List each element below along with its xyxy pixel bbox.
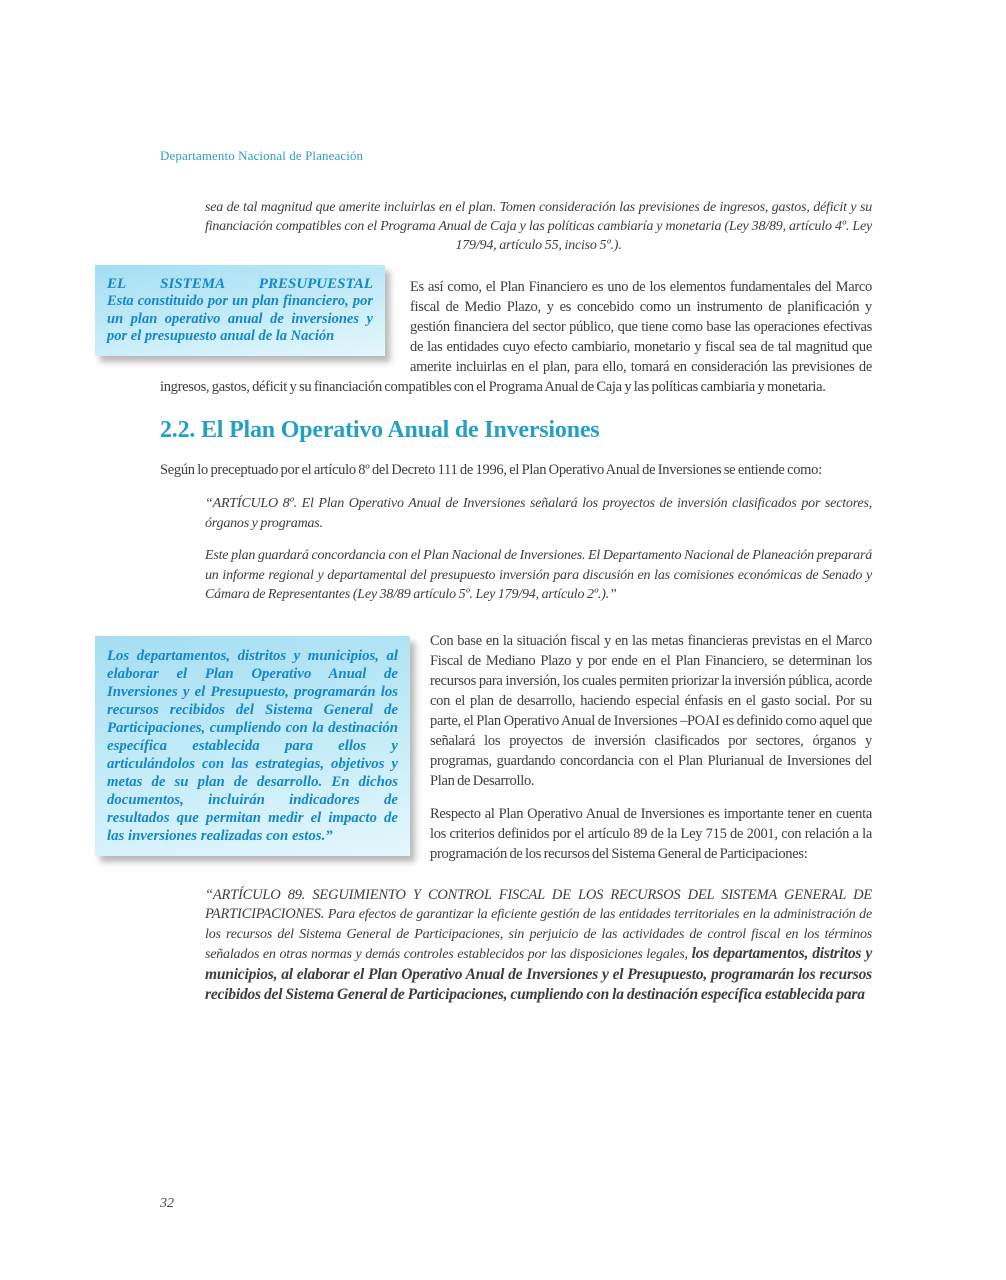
page-content <box>107 148 872 1006</box>
page-number: 32 <box>160 1196 174 1211</box>
plan-financiero-paragraph: Es así como, el Plan Financiero es uno de los elementos fundamentales del Marco fiscal de Medio Plazo, y es concebido como un instrumento de planificación y gestión financiera del sector público, que tiene como base las operaciones efectivas de las entidades cuyo efecto cambiario, monetario y fiscal sea de tal magnitud que amerite incluirlas en el plan, para ello, tomará en consideración las previsiones de ingresos, gastos, déficit y su financiación compatibles con el Programa Anual de Caja y las políticas cambiaria y monetaria. <box>160 279 872 395</box>
articulo89-paragraph <box>205 886 872 1006</box>
section-heading: 2.2. El Plan Operativo Anual de Inversiones <box>160 417 600 443</box>
con-base-paragraph: Con base en la situación fiscal y en las metas financieras previstas en el Marco Fiscal de Mediano Plazo y por ende en el Plan Financiero, se determinan los recursos para inversión, los cuales permiten priorizar la inversión pública, acorde con el plan de desarrollo, haciendo especial énfasis en el gasto social. Por su parte, el Plan Operativo Anual de Inversiones –POAI es definido como aquel que señalará los proyectos de inversión clasificados por sectores, órganos y programas, guardando concordancia con el Plan Plurianual de Inversiones del Plan de Desarrollo. <box>430 632 872 789</box>
articulo8-paragraph-2: Este plan guardará concordancia con el Plan Nacional de Inversiones. El Departamento Nacional de Planeación preparará un informe regional y departamental del presupuesto inversión para discusión en las comisiones económicas de Senado y Cámara de Representantes (Ley 38/89 artículo 5º. Ley 179/94, artículo 2º.).” <box>205 548 872 602</box>
document-header: Departamento Nacional de Planeación <box>160 148 364 163</box>
info-box-title: EL SISTEMA PRESUPUESTAL <box>107 276 373 292</box>
poai-section <box>107 631 872 870</box>
info-box-body: Los departamentos, distritos y municipios, al elaborar el Plan Operativo Anual de Inversiones y el Presupuesto, programarán los recursos recibidos del Sistema General de Participaciones, cumpliendo con la destinación específica establecida para ellos y articulándolos con las estrategias, objetivos y metas de su plan de desarrollo. En dichos documentos, incluirán indicadores de resultados que permitan medir el impacto de las inversiones realizadas con estos.” <box>107 647 398 844</box>
respecto-paragraph: Respecto al Plan Operativo Anual de Inversiones es importante tener en cuenta los criterios definidos por el artículo 89 de la Ley 715 de 2001, con relación a la programación de los recursos del Sistema General de Participaciones: <box>430 805 872 862</box>
info-box-departamentos <box>95 636 410 856</box>
info-box-sistema-presupuestal <box>95 265 385 356</box>
plan-financiero-section <box>107 265 872 397</box>
articulo89-quote-block <box>160 886 872 1006</box>
articulo89-normal-text: Para efectos de garantizar la eficiente gestión de las entidades territoriales en la administración de los recursos del Sistema General de Participaciones, sin perjuicio de las actividades de control fiscal en los términos señalados en otras normas y demás controles establecidos por las disposiciones legales, <box>205 907 872 962</box>
articulo8-quote-block <box>160 494 872 605</box>
articulo8-paragraph-1: “ARTÍCULO 8º. El Plan Operativo Anual de Inversiones señalará los proyectos de inversión clasificados por sectores, órganos y programas. <box>205 496 872 531</box>
decreto-paragraph: Según lo preceptuado por el artículo 8º del Decreto 111 de 1996, el Plan Operativo Anual de Inversiones se entiende como: <box>160 462 822 478</box>
intro-quote-paragraph: sea de tal magnitud que amerite incluirlas en el plan. Tomen consideración las previsiones de ingresos, gastos, déficit y su financiación compatibles con el Programa Anual de Caja y las políticas cambiaría y monetaria (Ley 38/89, artículo 4º. Ley 179/94, artículo 55, inciso 5º.). <box>205 200 872 253</box>
articulo89-title-text: “ARTÍCULO 89. SEGUIMIENTO Y CONTROL FISCAL DE LOS RECURSOS DEL SISTEMA GENERAL DE PARTICIPACIONES. <box>205 886 872 922</box>
info-box-body: Esta constituido por un plan financiero, por un plan operativo anual de inversiones y por el presupuesto anual de la Nación <box>107 293 373 344</box>
articulo89-bold-text: los departamentos, distritos y municipios, al elaborar el Plan Operativo Anual de Inversiones y el Presupuesto, programarán los recursos recibidos del Sistema General de Participaciones, cumpliendo con la destinación específica establecida para <box>205 945 872 1003</box>
